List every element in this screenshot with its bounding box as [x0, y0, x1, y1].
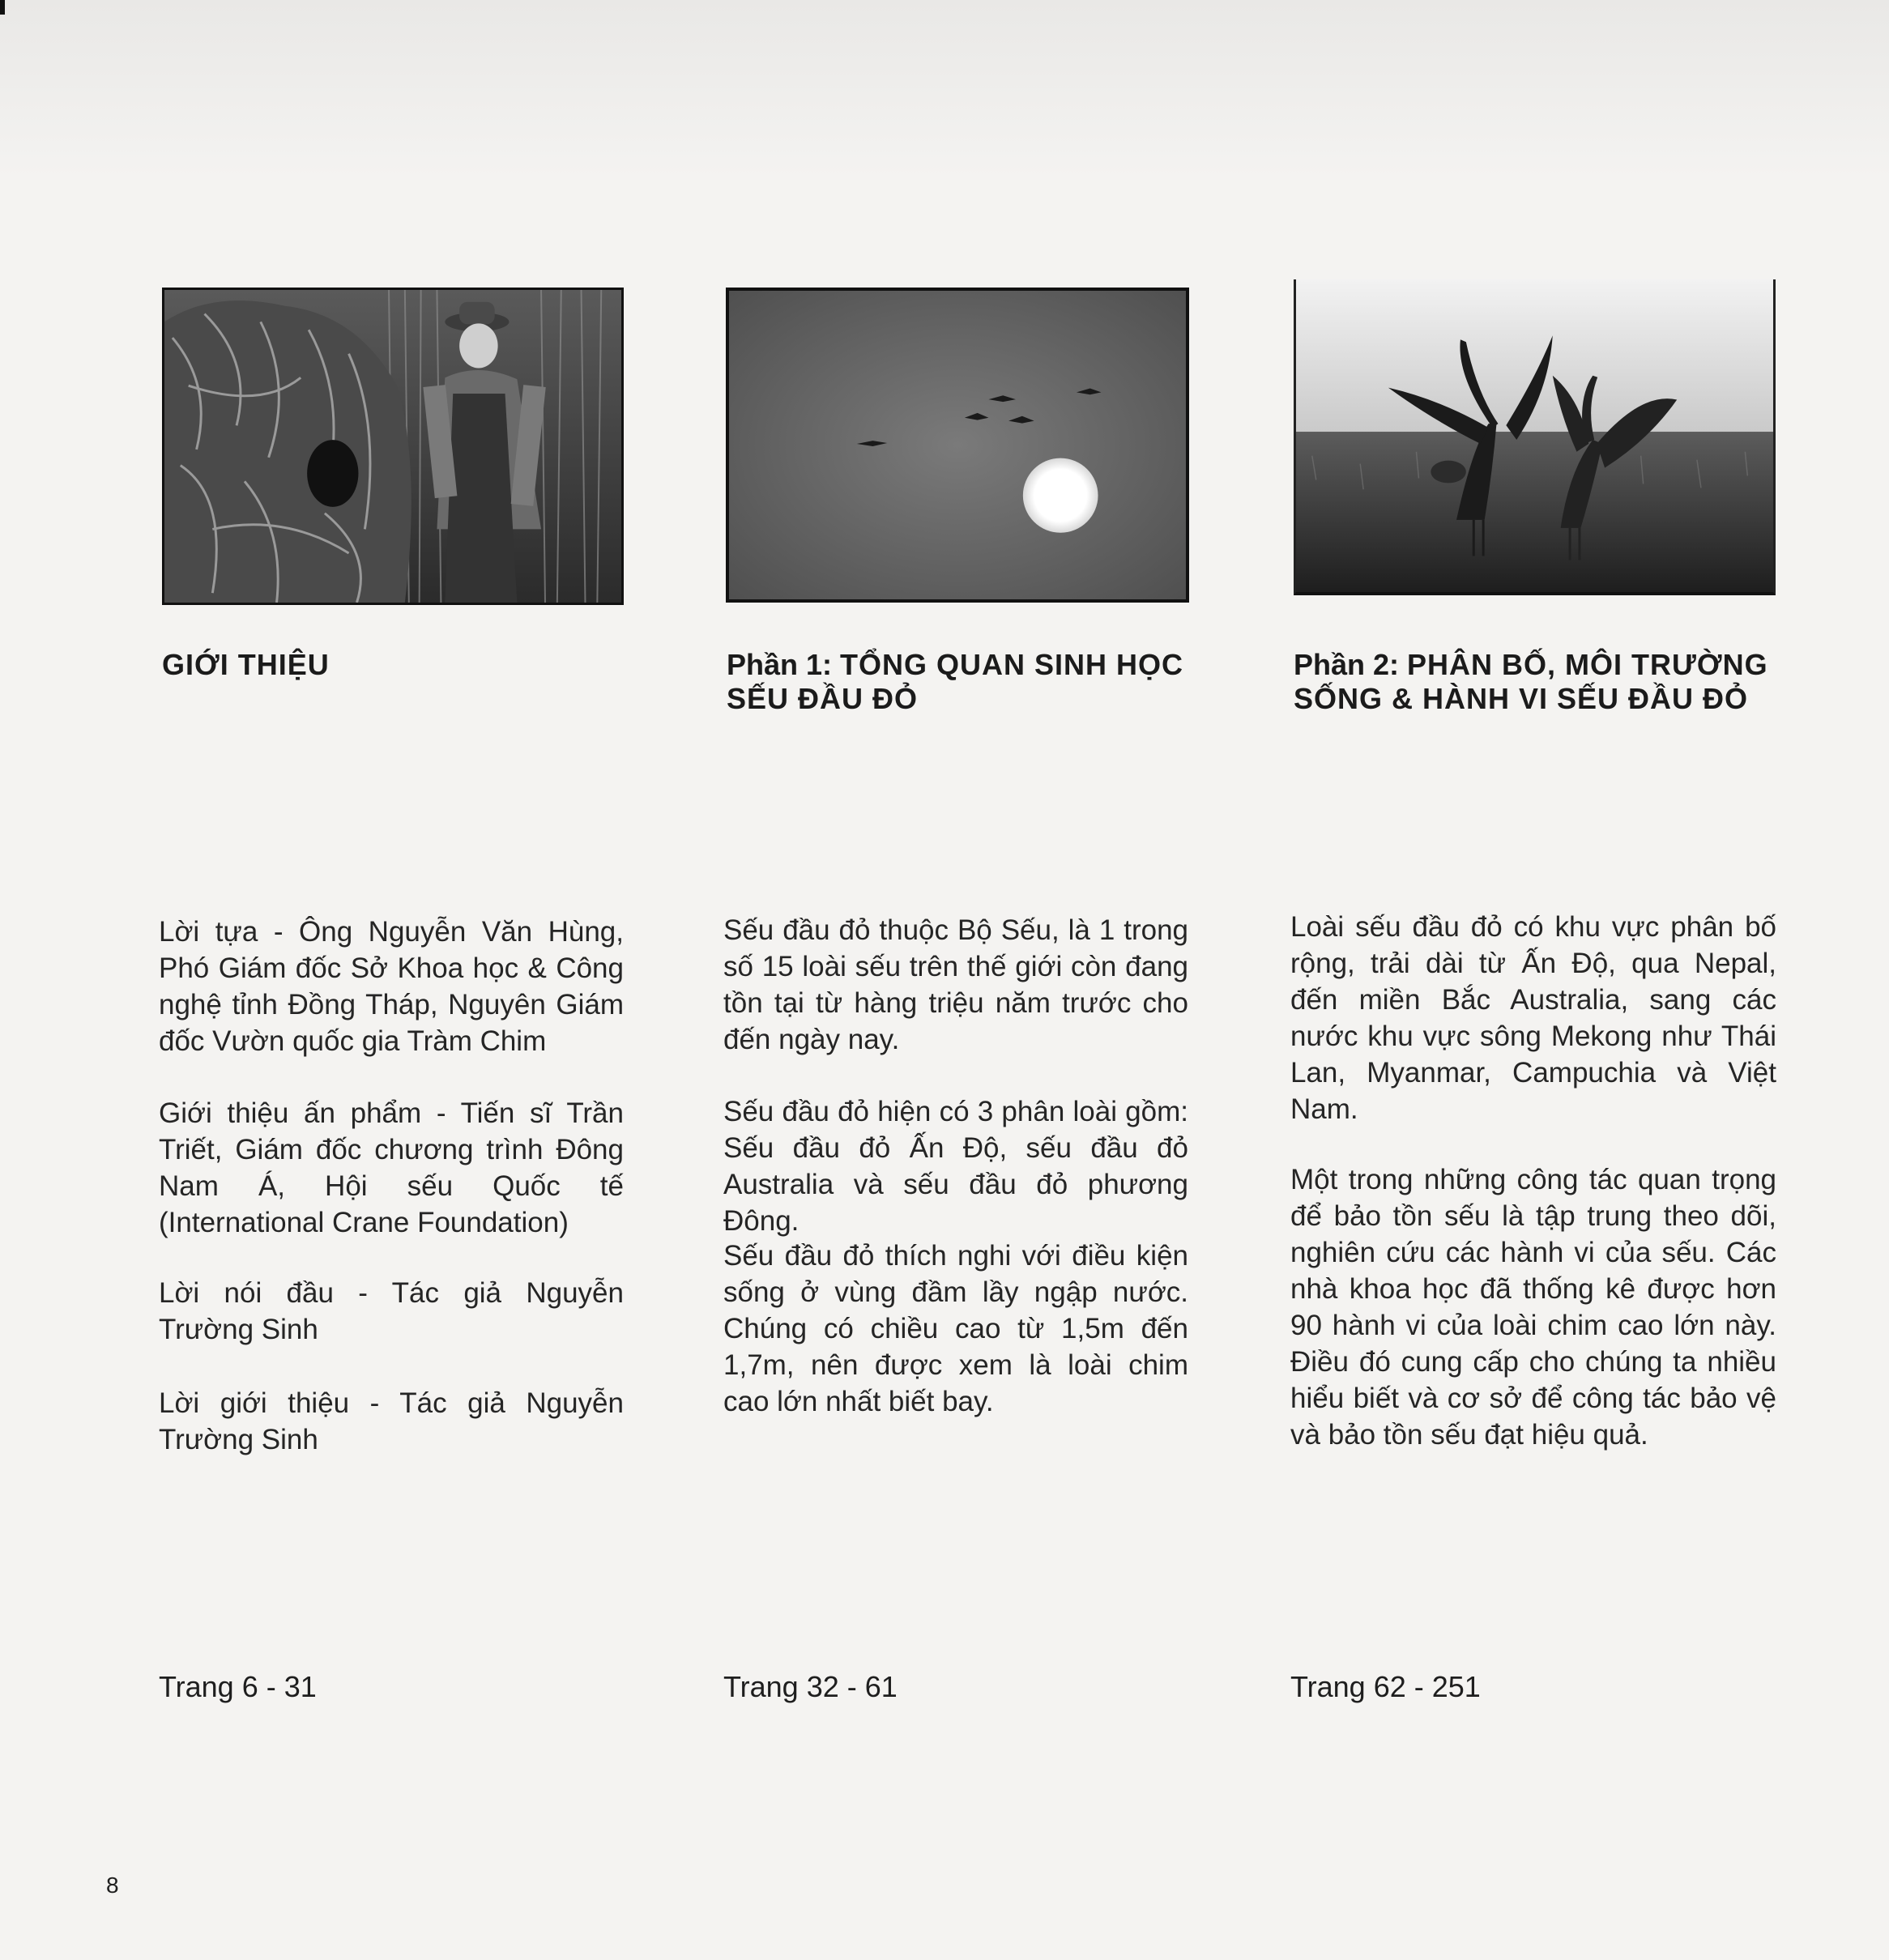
intro-photo — [162, 288, 624, 605]
crop-mark — [0, 0, 5, 15]
part2-paragraph-1: Loài sếu đầu đỏ có khu vực phân bố rộng, trải dài từ Ấn Độ, qua Nepal, đến miền Bắc Australia, sang các nước khu vực sông Mekong như Thái Lan, Myanmar, Campuchia và Việt Nam. — [1290, 911, 1776, 1125]
part1-paragraph-2: Sếu đầu đỏ hiện có 3 phân loài gồm: Sếu đầu đỏ Ấn Độ, sếu đầu đỏ Australia và sếu đầu đỏ phương Đông. — [723, 1096, 1188, 1237]
part2-photo-image — [1296, 279, 1773, 592]
part1-paragraph-3: Sếu đầu đỏ thích nghi với điều kiện sống ở vùng đầm lầy ngập nước. Chúng có chiều cao từ 1,5m đến 1,7m, nên được xem là loài chim cao lớn nhất biết bay. — [723, 1240, 1188, 1417]
intro-heading — [162, 648, 330, 682]
intro-heading-text: GIỚI THIỆU — [162, 648, 330, 681]
intro-photo-image — [164, 290, 621, 603]
intro-paragraph-4: Lời giới thiệu - Tác giả Nguyễn Trường Sinh — [159, 1387, 624, 1455]
intro-page-range: Trang 6 - 31 — [159, 1670, 317, 1703]
page-top-shading — [0, 0, 1889, 178]
part2-paragraph-2: Một trong những công tác quan trọng để bảo tồn sếu là tập trung theo dõi, nghiên cứu các hành vi của sếu. Các nhà khoa học đã thống kê được hơn 90 hành vi của loài chim cao lớn này. Điều đó cung cấp cho chúng ta nhiều hiểu biết và cơ sở để công tác bảo vệ và bảo tồn sếu đạt hiệu quả. — [1290, 1164, 1776, 1451]
intro-paragraph-2: Giới thiệu ấn phẩm - Tiến sĩ Trần Triết, Giám đốc chương trình Đông Nam Á, Hội sếu Quốc tế (International Crane Foundation) — [159, 1097, 624, 1238]
page-number: 8 — [106, 1873, 119, 1898]
intro-paragraph-1: Lời tựa - Ông Nguyễn Văn Hùng, Phó Giám đốc Sở Khoa học & Công nghệ tỉnh Đồng Tháp, Nguyên Giám đốc Vườn quốc gia Tràm Chim — [159, 916, 624, 1057]
part1-heading-prefix: Phần 1: — [727, 648, 841, 681]
part1-photo-image — [729, 291, 1186, 599]
part2-page-range: Trang 62 - 251 — [1290, 1670, 1481, 1703]
part2-heading-text: PHÂN BỐ, MÔI TRƯỜNG SỐNG & HÀNH VI SẾU ĐẦU ĐỎ — [1294, 648, 1768, 715]
part1-page-range: Trang 32 - 61 — [723, 1670, 898, 1703]
intro-paragraph-3: Lời nói đầu - Tác giả Nguyễn Trường Sinh — [159, 1277, 624, 1345]
part2-heading-prefix: Phần 2: — [1294, 648, 1408, 681]
part1-photo — [726, 288, 1189, 603]
part2-heading — [1294, 648, 1776, 716]
part2-photo — [1294, 279, 1776, 595]
part1-heading-text: TỔNG QUAN SINH HỌC SẾU ĐẦU ĐỎ — [727, 648, 1184, 715]
part1-heading — [727, 648, 1188, 716]
part1-paragraph-1: Sếu đầu đỏ thuộc Bộ Sếu, là 1 trong số 15 loài sếu trên thế giới còn đang tồn tại từ hàng triệu năm trước cho đến ngày nay. — [723, 914, 1188, 1055]
